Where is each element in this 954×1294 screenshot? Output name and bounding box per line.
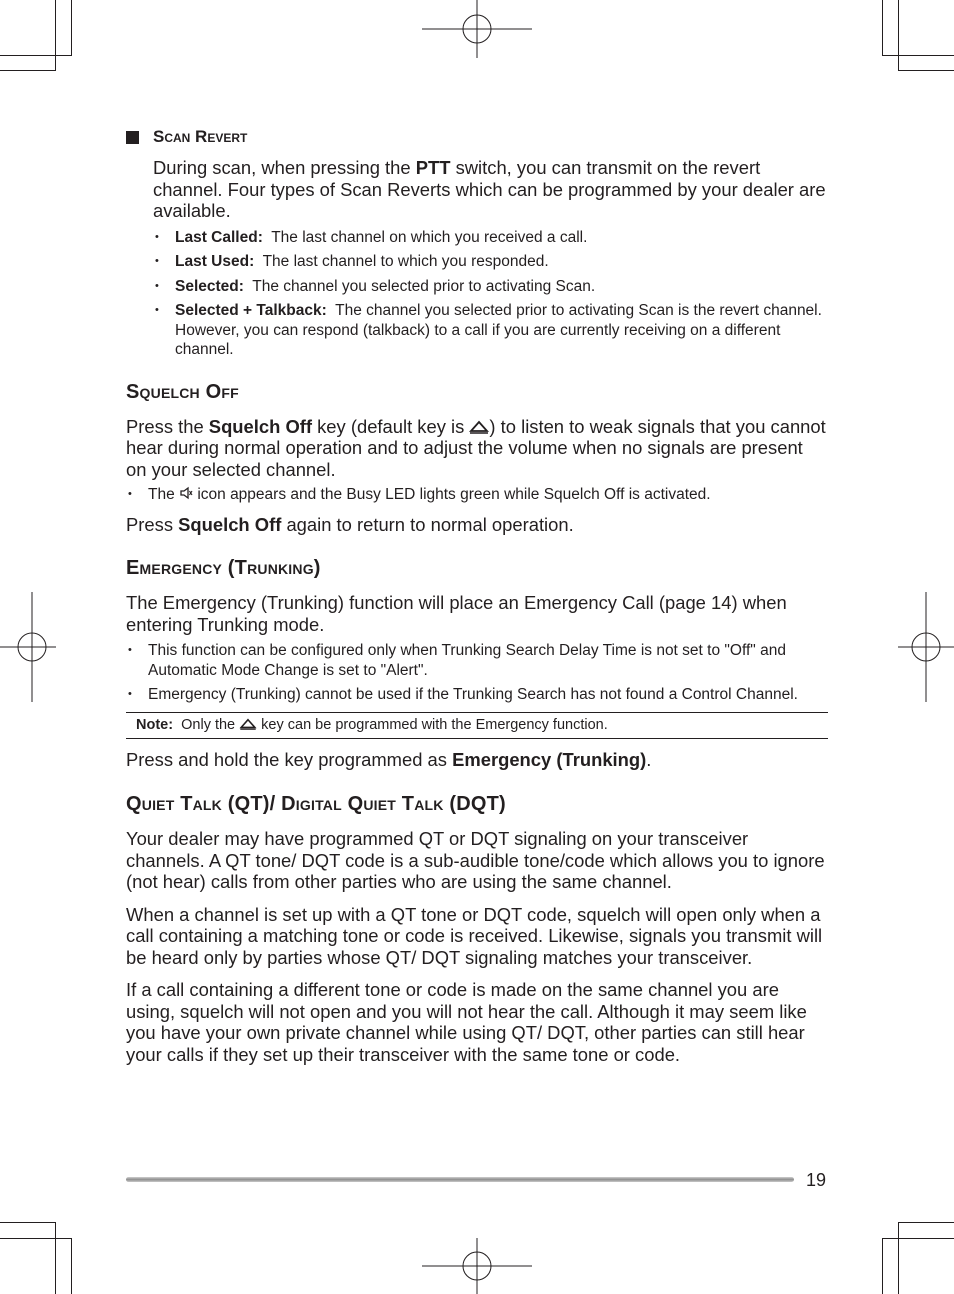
- qt-paragraph: Your dealer may have programmed QT or DQT signaling on your transceiver channels. A QT tone/ DQT code is a sub-audible tone/code which allows you to ignore (not hear) calls from other parties who are using the same channel.: [126, 828, 825, 892]
- page-content: [126, 126, 828, 1065]
- squelch-off-key-label: Squelch Off: [178, 513, 282, 535]
- registration-mark-top: [422, 0, 532, 58]
- list-item: • Emergency (Trunking) cannot be used if the Trunking Search has not found a Control Channel.: [126, 685, 828, 705]
- crop-mark: [882, 0, 883, 56]
- crop-mark: [898, 0, 899, 71]
- squelch-off-heading: Squelch Off: [126, 380, 239, 403]
- text: Press the: [126, 415, 209, 437]
- item-text: The channel you selected prior to activating Scan is the revert channel. However, you can respond (talkback) to a call if you are currently receiving on a different channel.: [175, 302, 822, 358]
- key-triangle-icon: [239, 718, 257, 730]
- text: icon appears and the Busy LED lights green while Squelch Off is activated.: [193, 486, 711, 503]
- emergency-paragraph: The Emergency (Trunking) function will place an Emergency Call (page 14) when entering Trunking mode.: [126, 592, 787, 635]
- crop-mark: [0, 1238, 72, 1239]
- registration-mark-left: [0, 592, 56, 702]
- qt-paragraph: When a channel is set up with a QT tone or DQT code, squelch will open only when a call containing a matching tone or code is received. Likewise, signals you transmit will be heard only by parties whose QT/ DQT signaling matches your transceiver.: [126, 903, 823, 968]
- crop-mark: [0, 1222, 56, 1223]
- text: .: [646, 748, 652, 770]
- crop-mark: [71, 0, 72, 56]
- item-text: The last channel to which you responded.: [262, 253, 549, 270]
- text: Press and hold the key programmed as: [126, 748, 453, 770]
- crop-mark: [71, 1238, 72, 1294]
- key-triangle-icon: [469, 420, 489, 434]
- crop-mark: [55, 0, 56, 71]
- speaker-icon: [179, 486, 193, 500]
- square-bullet-icon: [126, 131, 139, 144]
- note-box: [126, 712, 828, 739]
- text: again to return to normal operation.: [281, 513, 574, 535]
- page-number: 19: [806, 1170, 827, 1190]
- ptt-label: PTT: [415, 157, 451, 178]
- text: switch, you can transmit on the revert channel. Four types of Scan Reverts which can be programmed by your dealer are available.: [153, 157, 826, 221]
- item-label: Selected + Talkback:: [175, 302, 327, 319]
- emergency-heading: Emergency (Trunking): [126, 557, 321, 579]
- item-label: Last Called:: [175, 228, 263, 246]
- scan-revert-body: [153, 157, 828, 360]
- text: ) to listen to weak signals that you cannot hear during normal operation and to adjust the volume when no signals are present on your selected channel.: [126, 415, 826, 480]
- scan-revert-intro: [153, 157, 828, 222]
- list-item: [126, 485, 828, 505]
- crop-mark: [882, 1238, 883, 1294]
- item-text: The channel you selected prior to activating Scan.: [252, 277, 596, 295]
- list-item: [153, 277, 828, 297]
- item-label: Selected:: [175, 277, 244, 295]
- text: Only the: [181, 716, 240, 733]
- text: key can be programmed with the Emergency function.: [257, 716, 608, 733]
- crop-mark: [882, 1238, 954, 1239]
- squelch-off-list: [126, 485, 828, 505]
- list-item: [153, 228, 828, 248]
- footer-rule: [126, 1177, 794, 1182]
- crop-mark: [0, 70, 56, 71]
- crop-mark: [882, 55, 954, 56]
- emergency-key-label: Emergency (Trunking): [452, 748, 647, 770]
- scan-revert-list: [153, 228, 828, 360]
- crop-mark: [0, 55, 72, 56]
- crop-mark: [898, 1222, 954, 1223]
- qt-paragraph: If a call containing a different tone or code is made on the same channel you are using, squelch will not open and you will not hear the call. Although it may seem like you have your own private channel while using QT/ DQT, other parties can still hear your calls if they set up their transceiver with the same tone or code.: [126, 979, 807, 1065]
- item-text: The last channel on which you received a call.: [271, 228, 588, 246]
- text: key (default key is: [312, 415, 470, 437]
- text: The: [148, 486, 180, 503]
- item-label: Last Used:: [175, 253, 255, 270]
- list-item: [153, 252, 828, 272]
- crop-mark: [898, 1222, 899, 1294]
- list-item: [153, 301, 828, 360]
- note-label: Note:: [136, 716, 174, 733]
- crop-mark: [55, 1222, 56, 1294]
- registration-mark-bottom: [422, 1238, 532, 1294]
- squelch-off-paragraph-2: [126, 514, 828, 536]
- squelch-off-paragraph: [126, 416, 828, 481]
- list-item: • This function can be configured only when Trunking Search Delay Time is not set to "Off" and Automatic Mode Change is set to "Alert".: [126, 641, 828, 680]
- squelch-off-key-label: Squelch Off: [208, 415, 312, 437]
- qt-dqt-heading: Quiet Talk (QT)/ Digital Quiet Talk (DQT): [126, 793, 506, 815]
- registration-mark-right: [898, 592, 954, 702]
- crop-mark: [898, 70, 954, 71]
- emergency-list: [126, 641, 828, 705]
- text: Press: [126, 513, 179, 535]
- emergency-paragraph-2: [126, 749, 828, 771]
- scan-revert-heading: [126, 126, 828, 148]
- text: During scan, when pressing the: [153, 157, 416, 178]
- scan-revert-title: Scan Revert: [153, 127, 248, 146]
